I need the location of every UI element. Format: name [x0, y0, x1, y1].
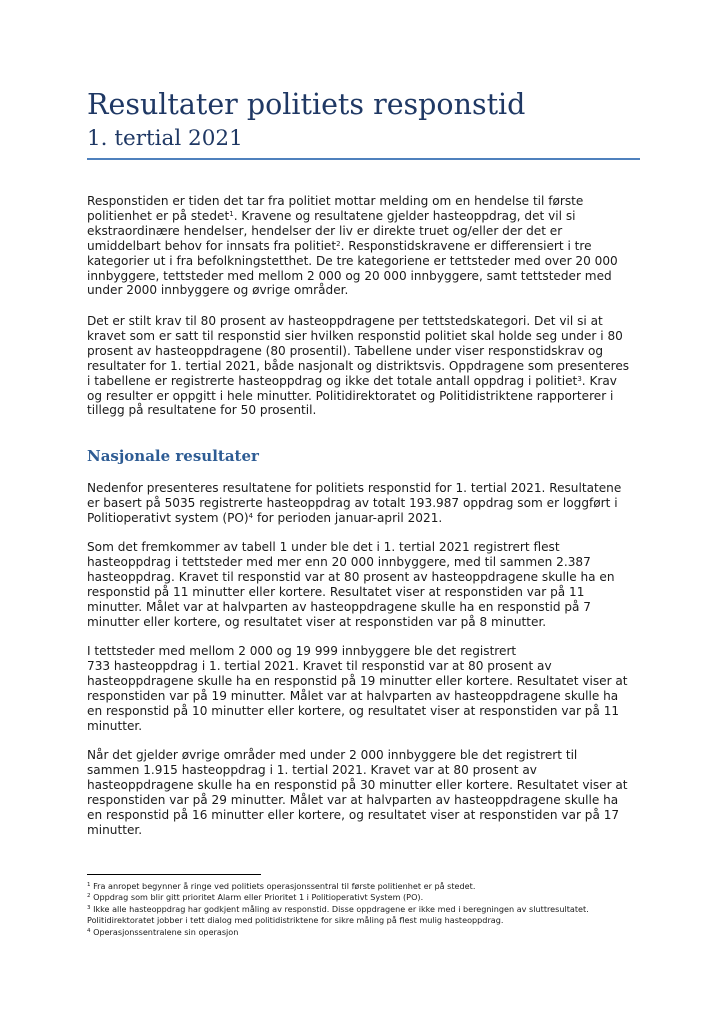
text-line: hasteoppdragene skulle ha en responstid på 30 minutter eller kortere. Resultatet viser at [87, 777, 628, 792]
text-line: en responstid på 16 minutter eller kortere, og resultatet viser at responstiden var på 17 [87, 807, 620, 822]
text-line: responstiden var på 29 minutter. Målet var at halvparten av hasteoppdragene skulle ha [87, 792, 619, 807]
text-line: Det er stilt krav til 80 prosent av hasteoppdragene per tettstedskategori. Det vil si at [87, 314, 603, 328]
footnote-item: $^2$ Oppdrag som blir gitt prioritet Alarm eller Prioritet 1 i Politioperativt System (PO). [87, 892, 424, 903]
text-line: resultater for 1. tertial 2021, både nasjonalt og distriktsvis. Oppdragene som presenteres [87, 358, 630, 373]
text-line: hasteoppdrag i tettsteder med mer enn 20 000 innbyggere, med til sammen 2.387 [87, 554, 591, 569]
text-line: minutter. [87, 822, 143, 837]
text-line: Politioperativt system (PO)$^4$ for perioden januar-april 2021. [87, 510, 443, 525]
footnote-item: $^1$ Fra anropet begynner å ringe ved politiets operasjonssentral til første politienhet er på stedet. [87, 881, 476, 891]
text-line: tillegg på resultatene for 50 prosentil. [87, 403, 317, 418]
footnote-number: 2 [87, 893, 91, 900]
text-line: kategorier ut i fra befolkningstetthet. De tre kategoriene er tettsteder med over 20 000 [87, 253, 618, 268]
text-line: Som det fremkommer av tabell 1 under ble det i 1. tertial 2021 registrert flest [87, 540, 560, 554]
footnote-reference[interactable]: 2 [336, 239, 341, 248]
text-line: er basert på 5035 registrerte hasteoppdrag av totalt 193.987 oppdrag som er loggført i [87, 495, 618, 510]
footnote-number: 4 [87, 927, 91, 934]
text-line: minutter. [87, 718, 143, 733]
section-heading-national: Nasjonale resultater [87, 447, 259, 465]
title-divider [87, 158, 640, 160]
footnotes [87, 881, 640, 938]
footnote-item: $^4$ Operasjonssentralene sin operasjon [87, 926, 239, 937]
footnote-number: 3 [87, 904, 91, 911]
text-line: minutter eller kortere, og resultatet viser at responstiden var på 8 minutter. [87, 614, 547, 629]
paragraph-rural-areas [87, 748, 640, 837]
text-line: responstid på 11 minutter eller kortere. Resultatet viser at responstiden var på 11 [87, 584, 585, 599]
text-line: og resulter er oppgitt i hele minutter. Politidirektoratet og Politidistriktene rapporterer i [87, 388, 614, 403]
text-line: hasteoppdrag. Kravet til responstid var at 80 prosent av hasteoppdragene skulle ha en [87, 569, 615, 584]
footnote-item: Politidirektoratet jobber i tett dialog med politidistriktene for sikre måling på flest mulig hasteoppdrag. [87, 915, 504, 926]
text-line: prosent av hasteoppdragene (80 prosentil). Tabellene under viser responstidskrav og [87, 343, 604, 358]
footnote-reference[interactable]: 1 [229, 209, 234, 218]
text-line: sammen 1.915 hasteoppdrag i 1. tertial 2021. Kravet var at 80 prosent av [87, 762, 537, 777]
text-line: ekstraordinære hendelser, hendelser der liv er direkte truet og/eller der det er [87, 223, 563, 238]
footnote-item: $^3$ Ikke alle hasteoppdrag har godkjent måling av responstid. Disse oppdragene er ikke med i beregningen av sluttresultatet. [87, 903, 589, 914]
paragraph-medium-towns [87, 644, 640, 733]
text-line: under 2000 innbyggere og øvrige områder. [87, 283, 349, 298]
text-line: umiddelbart behov for innsats fra politiet$^2$. Responstidskravene er differensiert i tre [87, 238, 592, 253]
footnote-number: 1 [87, 882, 91, 888]
text-line: kravet som er satt til responstid sier hvilken responstid politiet skal holde seg under i 80 [87, 328, 623, 343]
text-line: innbyggere, tettsteder med mellom 2 000 og 20 000 innbyggere, samt tettsteder med [87, 268, 612, 283]
text-line: Når det gjelder øvrige områder med under 2 000 innbyggere ble det registrert til [87, 748, 578, 762]
document-subtitle: 1. tertial 2021 [87, 126, 243, 151]
text-line: minutter. Målet var at halvparten av hasteoppdragene skulle ha en responstid på 7 [87, 599, 591, 614]
footnote-separator [87, 874, 261, 875]
paragraph-national-overview [87, 481, 640, 526]
document-title: Resultater politiets responstid [87, 88, 526, 121]
paragraph-large-towns [87, 540, 640, 629]
footnote-reference[interactable]: 3 [577, 374, 582, 383]
footnote-reference[interactable]: 4 [248, 511, 254, 520]
paragraph-requirements [87, 314, 640, 418]
text-line: politienhet er på stedet$^1$. Kravene og resultatene gjelder hasteoppdrag, det vil si [87, 208, 576, 223]
text-line: i tabellene er registrerte hasteoppdrag og ikke det totale antall oppdrag i politiet$^3$. Krav [87, 373, 617, 388]
text-line: I tettsteder med mellom 2 000 og 19 999 innbyggere ble det registrert [87, 644, 517, 658]
text-line: Nedenfor presenteres resultatene for politiets responstid for 1. tertial 2021. Resultatene [87, 481, 622, 495]
text-line: hasteoppdragene skulle ha en responstid på 19 minutter eller kortere. Resultatet viser at [87, 673, 628, 688]
paragraph-intro [87, 194, 640, 298]
text-line: responstiden var på 19 minutter. Målet var at halvparten av hasteoppdragene skulle ha [87, 688, 619, 703]
text-line: Responstiden er tiden det tar fra politiet mottar melding om en hendelse til første [87, 194, 584, 208]
text-line: en responstid på 10 minutter eller kortere, og resultatet viser at responstiden var på 11 [87, 703, 620, 718]
text-line: 733 hasteoppdrag i 1. tertial 2021. Kravet til responstid var at 80 prosent av [87, 658, 552, 673]
